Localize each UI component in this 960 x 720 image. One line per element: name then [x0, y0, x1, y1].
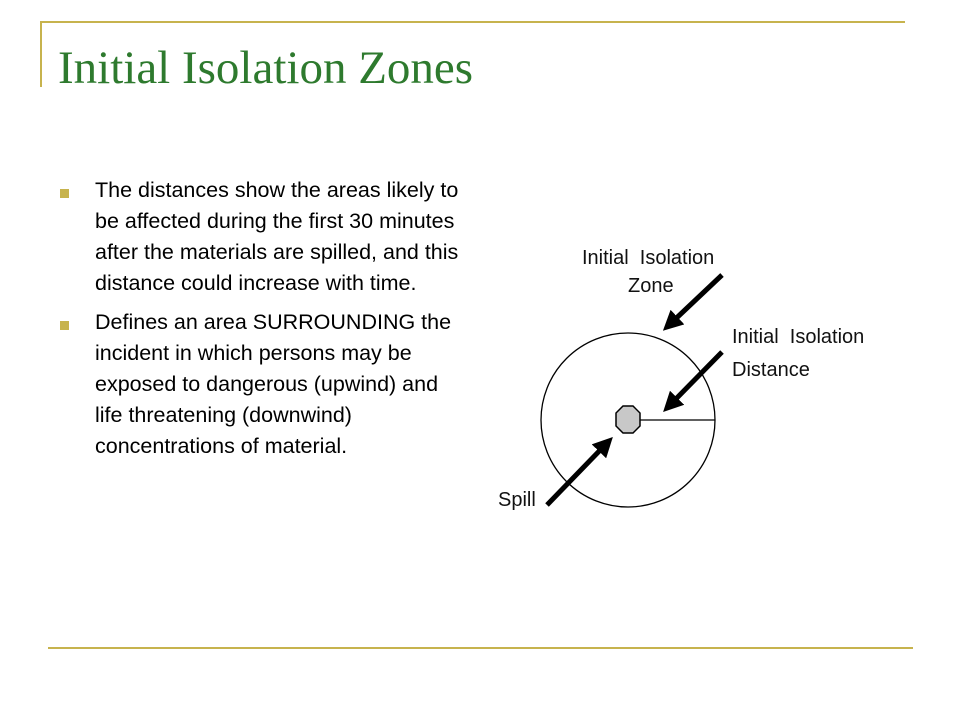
bullet-list: [58, 175, 468, 470]
zone-arrow: [668, 275, 722, 326]
square-bullet-icon: [60, 189, 69, 198]
square-bullet-icon: [60, 321, 69, 330]
slide-title: Initial Isolation Zones: [58, 42, 474, 94]
spill-octagon-icon: [616, 406, 640, 433]
bullet-text: The distances show the areas likely to be affected during the first 30 minutes after the materials are spilled, and this distance could increase with time.: [95, 178, 459, 295]
spill-arrow: [547, 442, 608, 505]
isolation-zone-diagram: [490, 230, 890, 530]
top-frame-line: [40, 21, 905, 23]
distance-label-line1: Initial Isolation: [732, 326, 865, 348]
distance-arrow: [668, 352, 722, 407]
bullet-item: [58, 307, 468, 462]
bullet-item: [58, 175, 468, 299]
left-frame-line: [40, 21, 42, 87]
zone-label-line2: Zone: [628, 275, 674, 297]
bullet-text: Defines an area SURROUNDING the incident in which persons may be exposed to dangerous (upwind) and life threatening (downwind) concentrations of material.: [95, 310, 452, 458]
distance-label-line2: Distance: [732, 359, 810, 381]
zone-label-line1: Initial Isolation: [582, 247, 715, 269]
bottom-frame-line: [48, 647, 913, 649]
spill-label: Spill: [498, 489, 536, 511]
